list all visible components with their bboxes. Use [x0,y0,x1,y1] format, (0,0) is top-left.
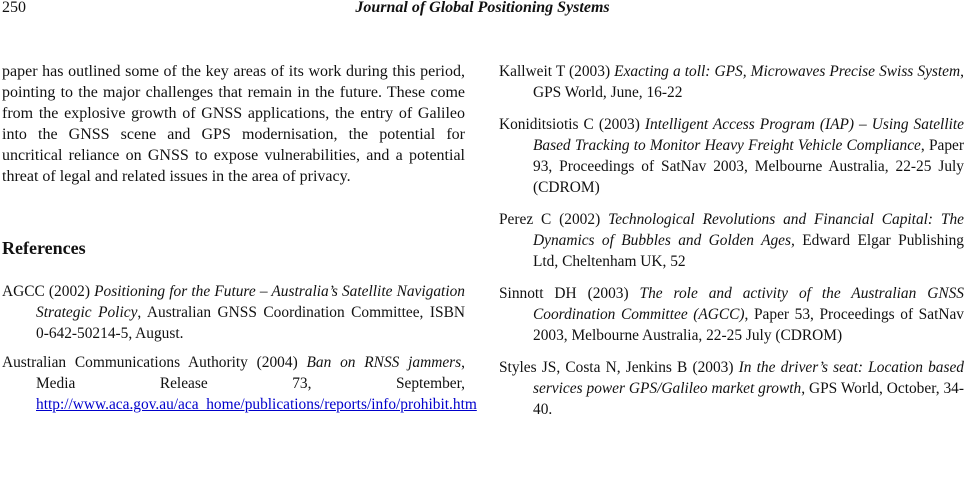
reference-aca-2004 [2,352,477,415]
reference-details: , Paper 53, Proceedings of SatNav 2003, Melbourne Australia, 22-25 July (CDROM) [533,306,964,344]
reference-perez-2002 [499,209,964,272]
page-header [0,0,965,24]
reference-details: , Australian GNSS Coordination Committee, ISBN 0-642-50214-5, August. [36,304,465,342]
reference-details: , Media Release 73, September, [36,354,465,392]
references-heading: References [2,238,86,258]
reference-styles-2003 [499,357,964,420]
reference-details: , GPS World, October, 34-40. [533,380,964,418]
reference-title: Positioning for the Future – Australia’s Satellite Navigation Strategic Policy [36,283,465,321]
body-paragraph: paper has outlined some of the key areas of its work during this period, pointing to the major challenges that remain in the future. These come from the explosive growth of GNSS applications, the entry of Galileo into the GNSS scene and GPS modernisation, the potential for uncritical reliance on GNSS to expose vulnerabilities, and a potential threat of legal and related issues in the area of privacy. [2,63,465,185]
reference-koniditsiotis-2003 [499,114,964,198]
reference-link[interactable]: http://www.aca.gov.au/aca_home/publications/reports/info/prohibit.htm [36,396,477,413]
left-column [2,61,477,423]
right-column [499,61,964,431]
reference-agcc-2002 [2,281,465,344]
journal-title: Journal of Global Positioning Systems [355,0,610,16]
reference-details: , Paper 93, Proceedings of SatNav 2003, Melbourne Australia, 22-25 July (CDROM) [533,137,964,196]
reference-details: Edward Elgar Publishing Ltd, Cheltenham UK, 52 [533,232,964,270]
reference-title: Technological Revolutions and Financial Capital: The Dynamics of Bubbles and Golden Ages, [533,211,964,249]
reference-author: AGCC (2002) [2,283,95,300]
page-number: 250 [2,0,26,16]
reference-title: Intelligent Access Program (IAP) – Using Satellite Based Tracking to Monitor Heavy Freight Vehicle Compliance [533,116,964,154]
reference-list-left [2,281,477,415]
reference-details: , GPS World, June, 16-22 [533,63,964,101]
reference-author: Kallweit T (2003) [499,63,615,80]
reference-author: Perez C (2002) [499,211,609,228]
reference-author: Koniditsiotis C (2003) [499,116,645,133]
reference-kallweit-2003 [499,61,964,103]
reference-title: Exacting a toll: GPS, Microwaves Precise Swiss System [614,63,961,80]
reference-title: In the driver’s seat: Location based services power GPS/Galileo market growth [533,359,964,397]
reference-author: Sinnott DH (2003) [499,285,640,302]
reference-sinnott-2003 [499,283,964,346]
reference-author: Australian Communications Authority (2004) [2,354,307,371]
reference-title: Ban on RNSS jammers [306,354,462,371]
reference-author: Styles JS, Costa N, Jenkins B (2003) [499,359,739,376]
reference-title: The role and activity of the Australian GNSS Coordination Committee (AGCC) [533,285,964,323]
